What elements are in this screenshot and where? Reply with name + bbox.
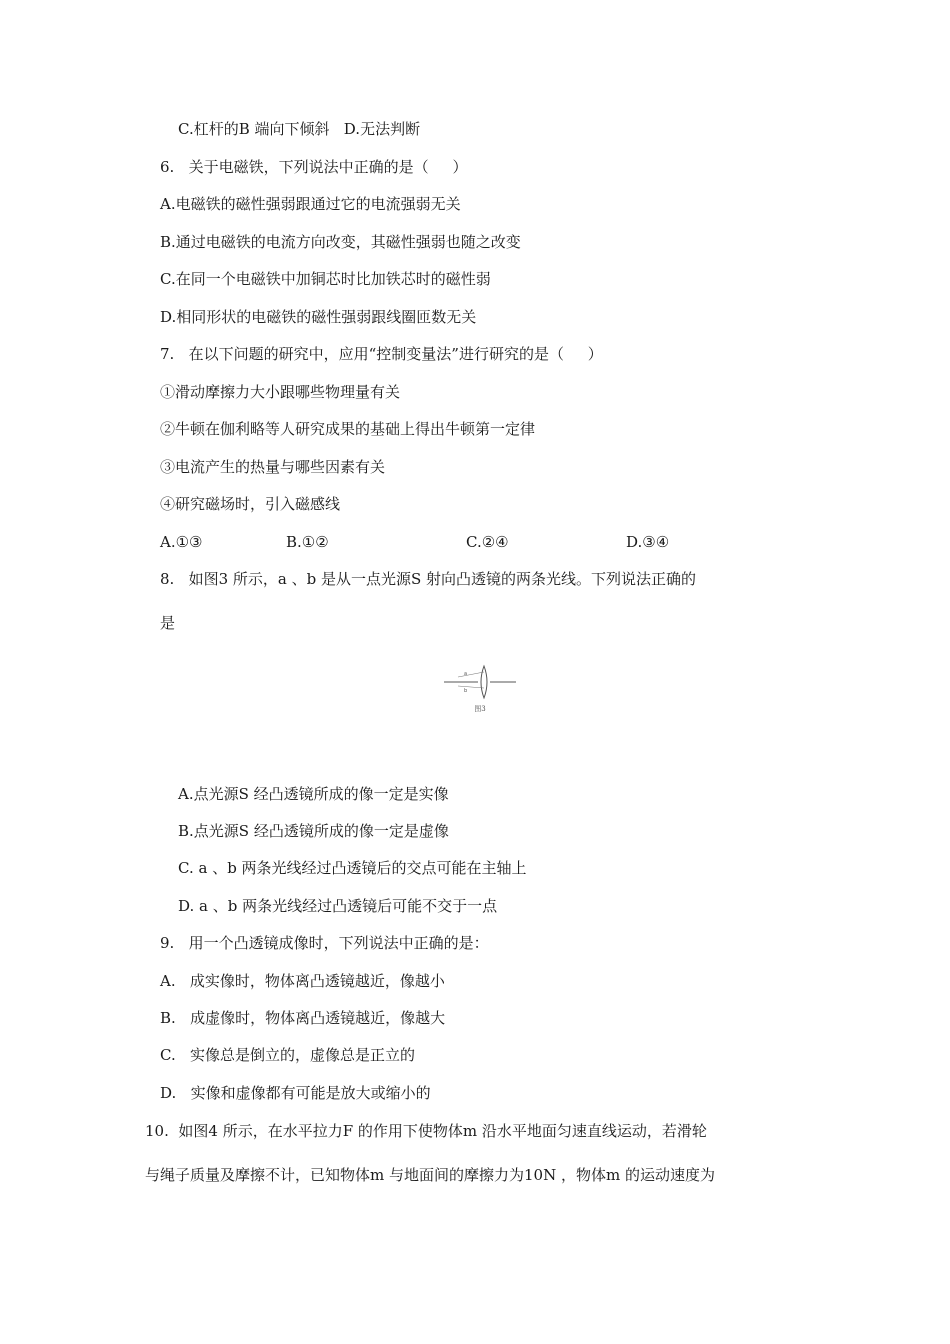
question-6-stem: 6. 关于电磁铁，下列说法中正确的是（ ） [160, 158, 468, 176]
question-9-option-a: A. 成实像时，物体离凸透镜越近，像越小 [160, 972, 445, 990]
question-9-option-c: C. 实像总是倒立的，虚像总是正立的 [160, 1046, 416, 1064]
question-6-option-d: D.相同形状的电磁铁的磁性强弱跟线圈匝数无关 [160, 308, 477, 326]
ray-a-label: a [464, 671, 468, 677]
question-5-options-cd: C.杠杆的B 端向下倾斜 D.无法判断 [178, 120, 421, 138]
ray-a [458, 672, 484, 677]
question-9-option-b: B. 成虚像时，物体离凸透镜越近，像越大 [160, 1009, 446, 1027]
question-6-option-c: C.在同一个电磁铁中加铜芯时比加铁芯时的磁性弱 [160, 270, 491, 288]
question-8-stem-continued: 是 [160, 614, 176, 632]
question-10-stem-continued: 与绳子质量及摩擦不计，已知物体m 与地面间的摩擦力为10N ，物体m 的运动速度为 [145, 1166, 715, 1184]
question-7-item-3: ③电流产生的热量与哪些因素有关 [160, 458, 386, 476]
question-7-option-a: A.①③ [160, 533, 203, 551]
question-10-stem: 10. 如图4 所示，在水平拉力F 的作用下使物体m 沿水平地面匀速直线运动，若滑轮 [145, 1122, 707, 1140]
question-8-option-b: B.点光源S 经凸透镜所成的像一定是虚像 [178, 822, 449, 840]
question-7-item-4: ④研究磁场时，引入磁感线 [160, 495, 341, 513]
question-8-stem: 8. 如图3 所示，a 、b 是从一点光源S 射向凸透镜的两条光线。下列说法正确的 [160, 570, 697, 588]
question-6-option-a: A.电磁铁的磁性强弱跟通过它的电流强弱无关 [160, 195, 461, 213]
convex-lens-diagram [440, 660, 520, 704]
ray-b-label: b [464, 688, 468, 694]
question-6-option-b: B.通过电磁铁的电流方向改变，其磁性强弱也随之改变 [160, 233, 521, 251]
convex-lens [481, 666, 487, 698]
question-7-stem: 7. 在以下问题的研究中，应用“控制变量法”进行研究的是（ ） [160, 345, 603, 363]
question-7-item-1: ①滑动摩擦力大小跟哪些物理量有关 [160, 383, 401, 401]
question-8-option-d: D. a 、b 两条光线经过凸透镜后可能不交于一点 [178, 897, 498, 915]
ray-b [458, 686, 484, 688]
question-9-option-d: D. 实像和虚像都有可能是放大或缩小的 [160, 1084, 431, 1102]
figure-3-lens-diagram [440, 660, 520, 716]
question-9-stem: 9. 用一个凸透镜成像时，下列说法中正确的是： [160, 934, 489, 952]
question-7-option-c: C.②④ [466, 533, 509, 551]
figure-caption: 图3 [474, 705, 486, 713]
question-7-item-2: ②牛顿在伽利略等人研究成果的基础上得出牛顿第一定律 [160, 420, 536, 438]
question-7-options [0, 532, 950, 552]
question-7-option-d: D.③④ [626, 533, 670, 551]
question-7-option-b: B.①② [286, 533, 329, 551]
question-8-option-c: C. a 、b 两条光线经过凸透镜后的交点可能在主轴上 [178, 859, 527, 877]
question-8-option-a: A.点光源S 经凸透镜所成的像一定是实像 [178, 785, 449, 803]
